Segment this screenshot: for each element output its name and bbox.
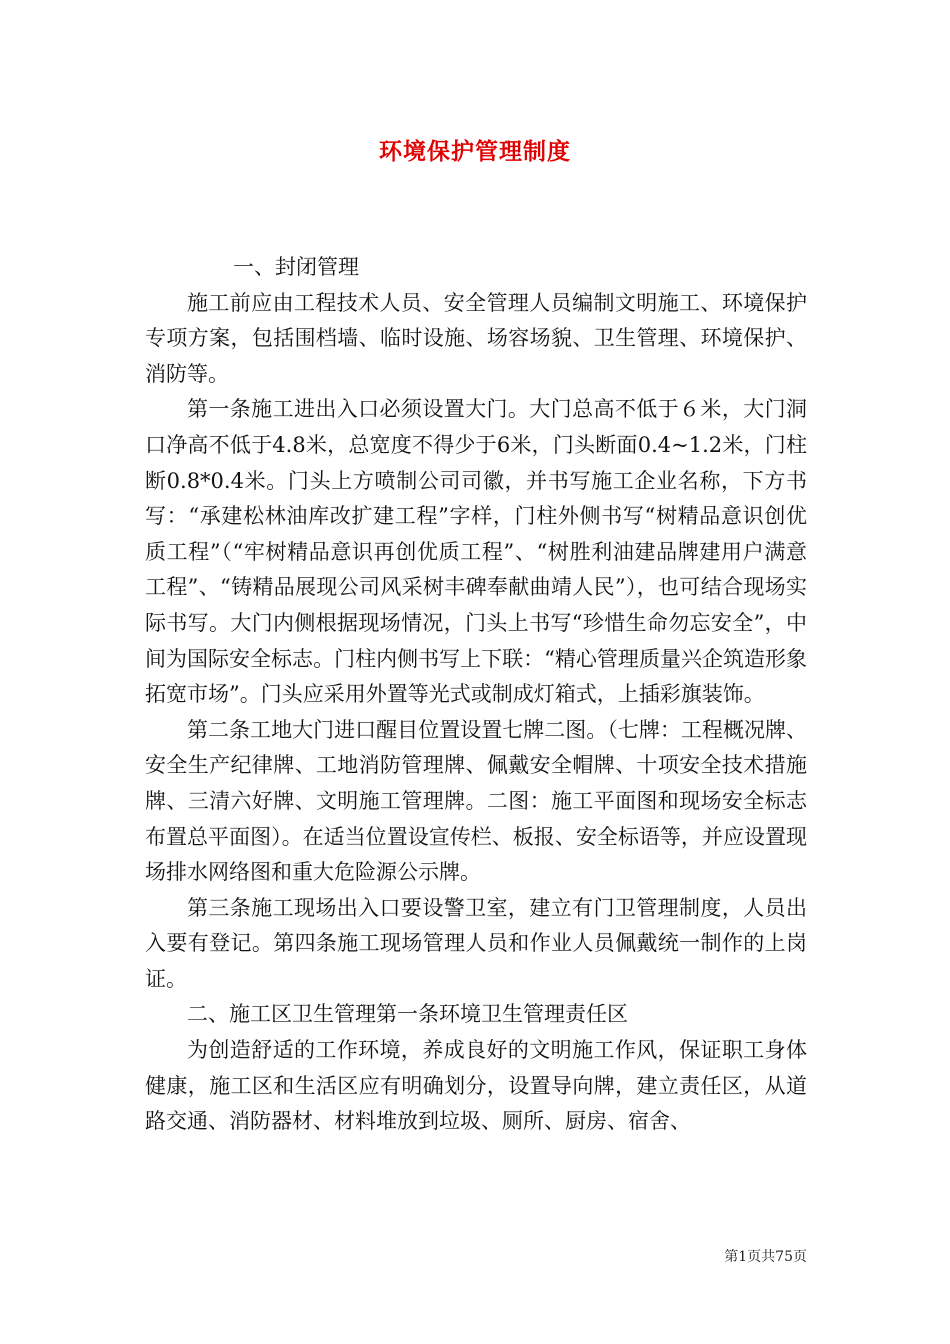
paragraph-4: 第三条施工现场出入口要设警卫室，建立有门卫管理制度，人员出入要有登记。第四条施工现场管理人员和作业人员佩戴统一制作的上岗证。 (145, 895, 807, 991)
page-number-footer: 第1页共75页 (724, 1249, 807, 1265)
section-heading-2: 二、施工区卫生管理第一条环境卫生管理责任区 (187, 1002, 628, 1027)
paragraph-5: 为创造舒适的工作环境，养成良好的文明施工作风，保证职工身体健康，施工区和生活区应有明确划分，设置导向牌，建立责任区，从道路交通、消防器材、材料堆放到垃圾、厕所、厨房、宿舍、 (145, 1038, 807, 1134)
paragraph-1: 施工前应由工程技术人员、安全管理人员编制文明施工、环境保护专项方案，包括围档墙、临时设施、场容场貌、卫生管理、环境保护、消防等。 (145, 290, 807, 386)
section-heading-1: 一、封闭管理 (233, 255, 359, 279)
document-title: 环境保护管理制度 (379, 138, 571, 165)
document-body (145, 250, 807, 1140)
paragraph-2: 第一条施工进出入口必须设置大门。大门总高不低于６米，大门洞口净高不低于4.8米，总宽度不得少于6米，门头断面0.4~1.2米，门柱断0.8*0.4米。门头上方喷制公司司徽，并书写施工企业名称，下方书写：“承建松林油库改扩建工程”字样，门柱外侧书写“树精品意识创优质工程”（“牢树精品意识再创优质工程”、“树胜利油建品牌建用户满意工程”、“铸精品展现公司风采树丰碑奉献曲靖人民”），也可结合现场实际书写。大门内侧根据现场情况，门头上书写“珍惜生命勿忘安全”，中间为国际安全标志。门柱内侧书写上下联：“精心管理质量兴企筑造形象拓宽市场”。门头应采用外置等光式或制成灯箱式，上插彩旗装饰。 (145, 397, 807, 707)
paragraph-3: 第二条工地大门进口醒目位置设置七牌二图。（七牌：工程概况牌、安全生产纪律牌、工地消防管理牌、佩戴安全帽牌、十项安全技术措施牌、三清六好牌、文明施工管理牌。二图：施工平面图和现场安全标志布置总平面图）。在适当位置设宣传栏、板报、安全标语等，并应设置现场排水网络图和重大危险源公示牌。 (145, 717, 807, 885)
